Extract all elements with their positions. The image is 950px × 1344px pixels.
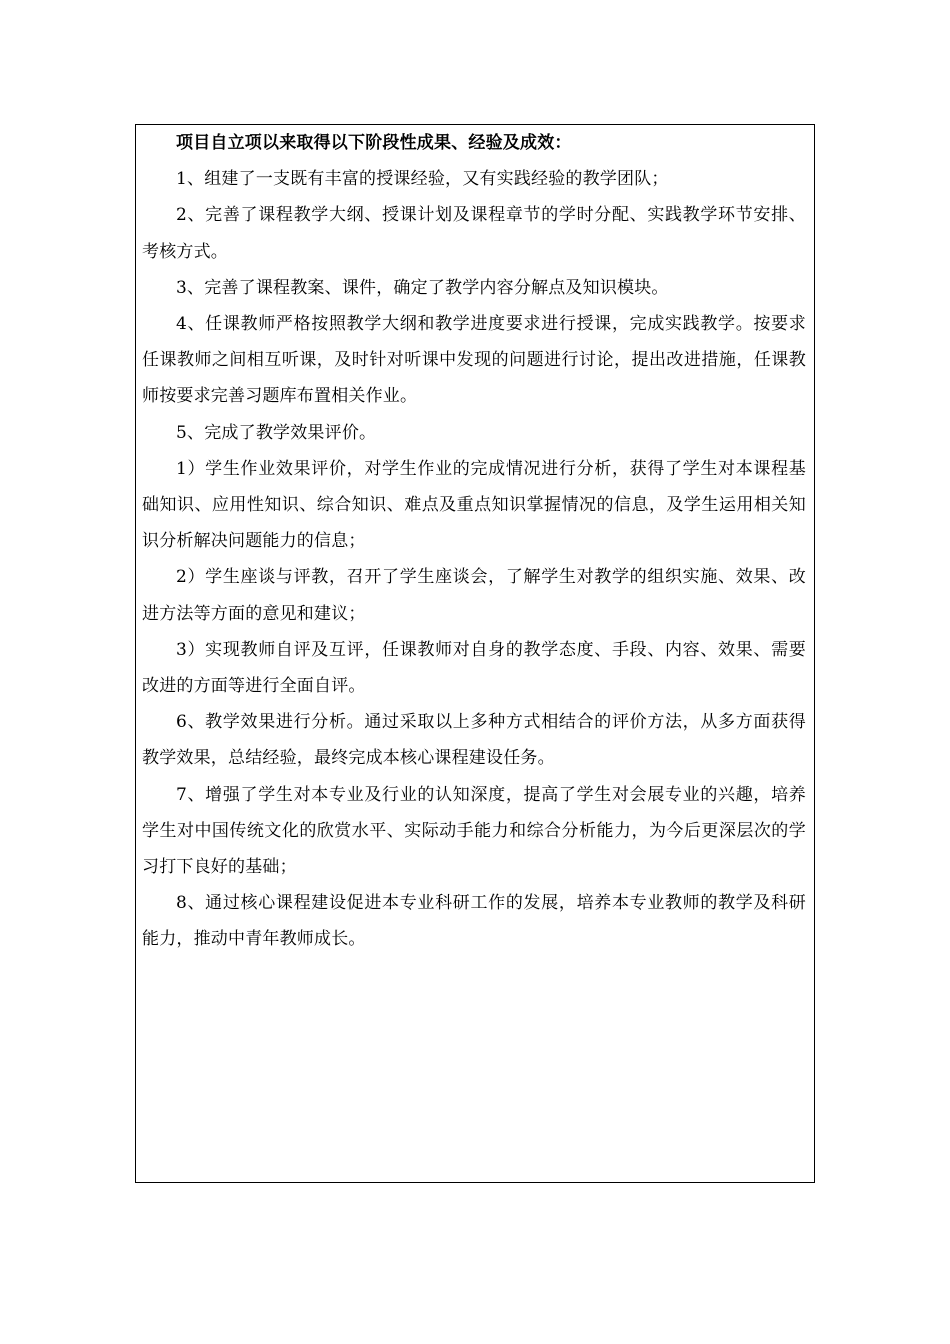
paragraph-3: 3、完善了课程教案、课件，确定了教学内容分解点及知识模块。 xyxy=(176,277,669,298)
paragraph-5: 5、完成了教学效果评价。 xyxy=(176,422,377,443)
paragraph-8: 8、通过核心课程建设促进本专业科研工作的发展，培养本专业教师的教学及科研能力，推动中青年教师成长。 xyxy=(142,893,806,950)
paragraph-5-3: 3）实现教师自评及互评，任课教师对自身的教学态度、手段、内容、效果、需要改进的方面等进行全面自评。 xyxy=(142,639,806,697)
paragraph-5-1: 1）学生作业效果评价，对学生作业的完成情况进行分析，获得了学生对本课程基础知识、应用性知识、综合知识、难点及重点知识掌握情况的信息，及学生运用相关知识分析解决问题能力的信息； xyxy=(142,458,806,552)
paragraph-6: 6、教学效果进行分析。通过采取以上多种方式相结合的评价方法，从多方面获得教学效果，总结经验，最终完成本核心课程建设任务。 xyxy=(142,712,806,769)
document-body xyxy=(142,125,806,958)
paragraph-5-2: 2）学生座谈与评教，召开了学生座谈会，了解学生对教学的组织实施、效果、改进方法等方面的意见和建议； xyxy=(142,567,806,624)
section-heading: 项目自立项以来取得以下阶段性成果、经验及成效： xyxy=(176,133,572,153)
paragraph-7: 7、增强了学生对本专业及行业的认知深度，提高了学生对会展专业的兴趣，培养学生对中国传统文化的欣赏水平、实际动手能力和综合分析能力，为今后更深层次的学习打下良好的基础； xyxy=(142,784,806,878)
paragraph-2: 2、完善了课程教学大纲、授课计划及课程章节的学时分配、实践教学环节安排、考核方式。 xyxy=(142,205,806,262)
document-table-cell xyxy=(135,124,815,1183)
paragraph-1: 1、组建了一支既有丰富的授课经验，又有实践经验的教学团队； xyxy=(176,169,669,190)
paragraph-4: 4、任课教师严格按照教学大纲和教学进度要求进行授课，完成实践教学。按要求任课教师之间相互听课，及时针对听课中发现的问题进行讨论，提出改进措施，任课教师按要求完善习题库布置相关作业。 xyxy=(142,314,806,407)
